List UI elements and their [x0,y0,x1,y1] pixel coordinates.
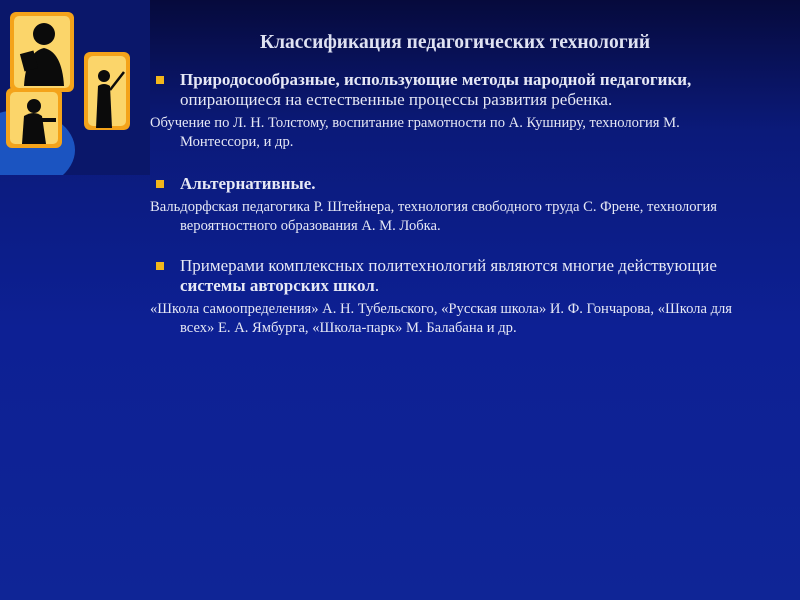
teacher-pointer-icon [84,52,130,130]
bullet-natural [150,70,748,110]
detail-alternative: Вальдорфская педагогика Р. Штейнера, технология свободного труда С. Френе, технология вероятностного образования А. М. Лобка. [150,199,718,234]
square-bullet-icon [156,180,164,188]
reading-child-icon [10,12,74,92]
silhouette-figures-illustration [0,0,150,175]
detail-natural: Обучение по Л. Н. Толстому, воспитание грамотности по А. Кушниру, технология М. Монтессори, и др. [150,115,680,150]
bullet-bold-text: системы авторских школ [180,276,375,295]
slide-title: Классификация педагогических технологий [259,32,651,53]
square-bullet-icon [156,262,164,270]
bullet-text: опирающиеся на естественные процессы развития ребенка. [180,90,613,109]
detail-complex: «Школа самоопределения» А. Н. Тубельского, «Русская школа» И. Ф. Гончарова, «Школа для всех» Е. А. Ямбурга, «Школа-парк» М. Балабана и др. [150,301,733,336]
bullet-text-end: . [374,276,380,295]
bullet-text: Примерами комплексных политехнологий являются многие действующие [180,256,717,275]
writing-child-icon [6,88,62,148]
bullet-alternative [150,174,748,194]
bullet-complex [150,256,748,296]
square-bullet-icon [156,76,164,84]
slide-content [150,70,748,338]
bullet-bold-text: Природосообразные, использующие методы народной педагогики, [180,70,692,89]
bullet-bold-text: Альтернативные. [180,174,316,193]
